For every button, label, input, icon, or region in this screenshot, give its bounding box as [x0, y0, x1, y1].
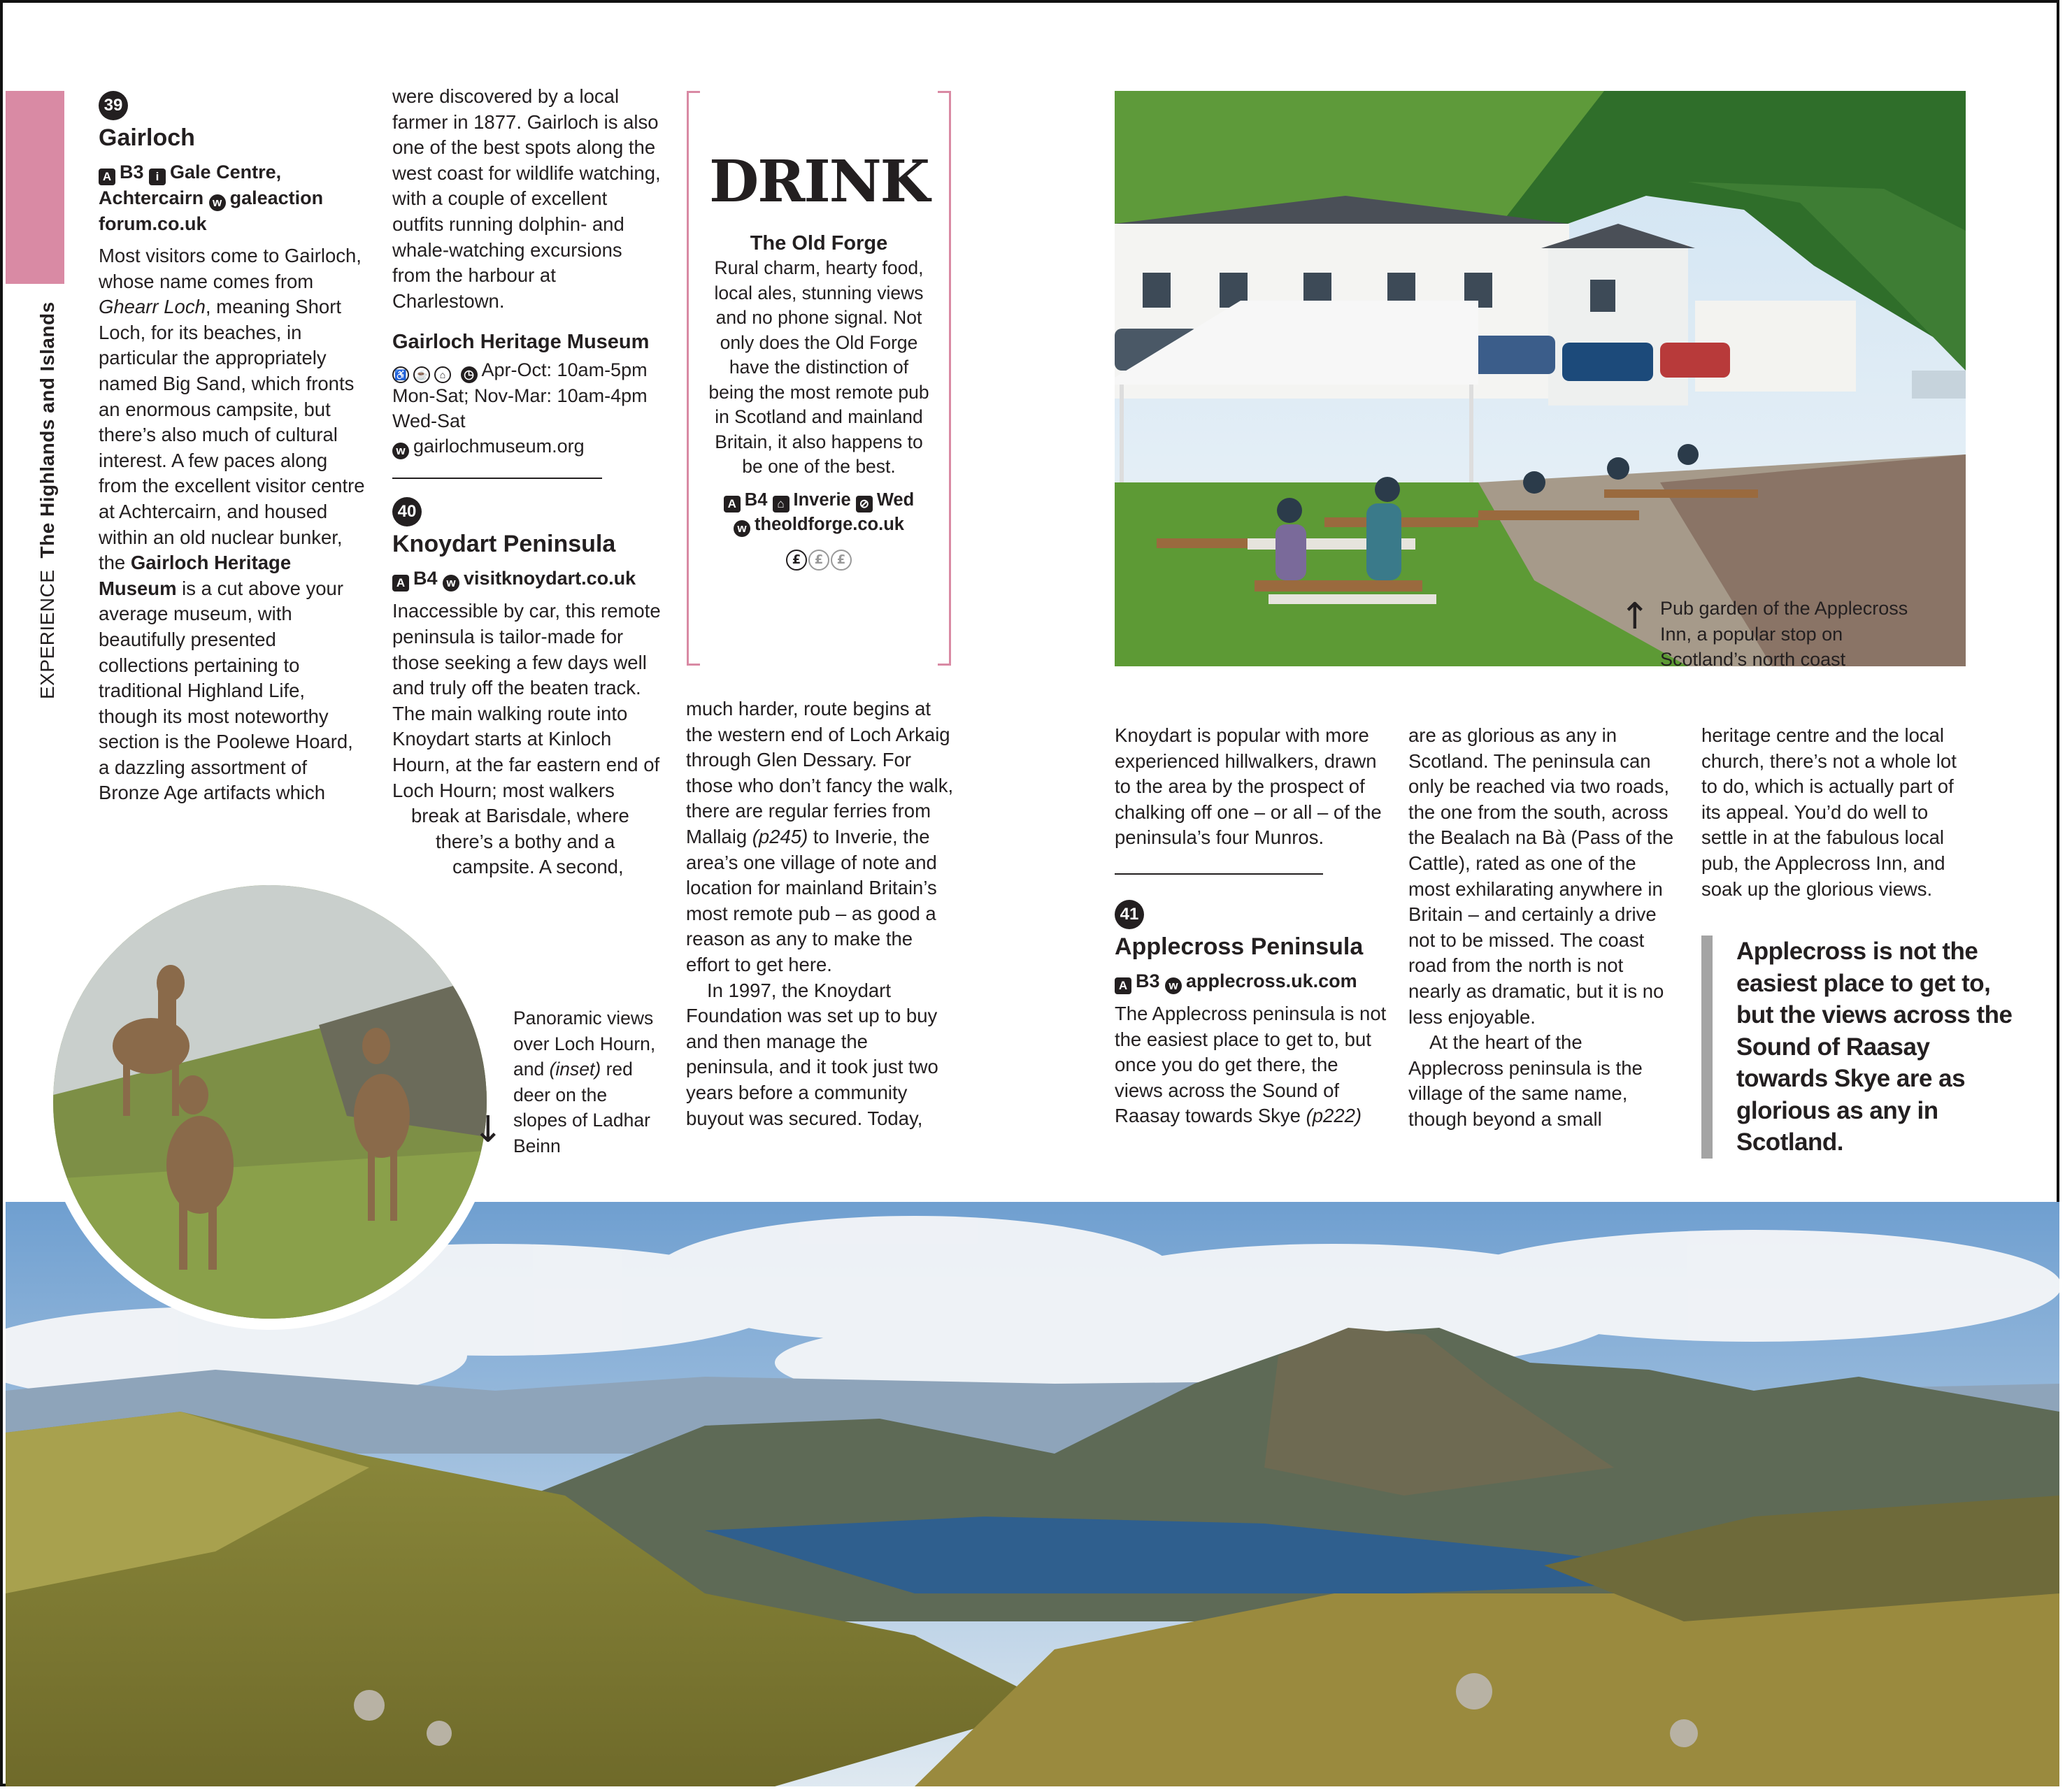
web-icon: w: [1165, 977, 1182, 994]
drink-text: Rural charm, hearty food, local ales, stunning views and no phone signal. Not only does the Old Forge have the distinction of being the most remote pub in Scotland and mainland Britain, it also happens to be one of the best.: [708, 257, 929, 477]
entry-number: 39: [99, 91, 128, 120]
closed-day: Wed: [876, 489, 915, 510]
map-pin-icon: A: [724, 496, 741, 512]
bracket-right: [938, 91, 951, 666]
cafe-icon: ☕: [413, 366, 430, 383]
website-link[interactable]: applecross.uk.com: [1186, 970, 1357, 991]
website-link[interactable]: gairlochmuseum.org: [413, 436, 585, 457]
map-ref: B4: [413, 568, 438, 589]
deer-caption: Panoramic views over Loch Hourn, and (inset) red deer on the slopes of Ladhar Beinn: [513, 1008, 656, 1156]
body-text: Knoydart is popular with more experienced hillwalkers, drawn to the area by the prospect of chalking off one – or all – of the peninsula’s four Munros.: [1115, 724, 1382, 849]
bracket-left: [687, 91, 700, 666]
museum-title: Gairloch Heritage Museum: [392, 331, 650, 354]
body-text: In 1997, the Knoydart Foundation was set up to buy and then manage the peninsula, and it took just two years before a community buyout was secured. Today,: [686, 979, 938, 1129]
map-pin-icon: A: [1115, 977, 1131, 994]
web-icon: w: [392, 443, 409, 459]
entry-title: Gairloch: [99, 124, 195, 151]
web-icon: w: [443, 575, 459, 592]
map-pin-icon: A: [99, 169, 115, 185]
divider: [392, 478, 602, 479]
accessibility-icon: ♿: [392, 366, 409, 383]
section-label: EXPERIENCE: [36, 569, 58, 699]
body-text: Inaccessible by car, this remote peninsula is tailor-made for those seeking a few days well and truly off the beaten track. The main walking route into Knoydart starts at Kinloch Hourn, at the far eastern end of Loch Hourn; most walkers: [392, 600, 661, 801]
region-label: The Highlands and Islands: [36, 301, 58, 559]
price-symbol: £: [786, 550, 807, 571]
running-head: [36, 301, 59, 699]
price-symbol: £: [808, 550, 829, 571]
clock-icon: ◷: [461, 366, 478, 383]
price-rating: [706, 548, 931, 571]
location: Inverie: [793, 489, 851, 510]
body-text: heritage centre and the local church, there’s not a whole lot to do, which is actually part of its appeal. You’d do well to settle in at the fabulous local pub, the Applecross Inn, and soak up the glorious views.: [1701, 724, 1957, 900]
column-6: [1701, 723, 1974, 902]
map-ref: B3: [120, 162, 144, 182]
red-deer-inset-photo: [42, 874, 498, 1330]
indented-line: break at Barisdale, where: [411, 805, 629, 827]
drink-box: [687, 91, 951, 666]
chapter-tab: [6, 91, 64, 284]
entry-number: 41: [1115, 900, 1144, 929]
pub-caption: Pub garden of the Applecross Inn, a popular stop on Scotland’s north coast: [1660, 598, 1908, 670]
map-ref: B3: [1136, 970, 1160, 991]
info-icon: i: [149, 169, 166, 185]
drink-heading: DRINK: [709, 148, 929, 215]
drink-name: The Old Forge: [750, 232, 888, 255]
web-icon: w: [734, 520, 750, 537]
shop-icon: ⌂: [434, 366, 451, 383]
indented-line: campsite. A second,: [452, 856, 624, 878]
drink-info: [706, 488, 931, 537]
entry-title: Applecross Peninsula: [1115, 933, 1364, 960]
pub-garden-illustration: [1115, 91, 1966, 666]
museum-hours: Apr-Oct: 10am-5pm Mon-Sat; Nov-Mar: 10am-4pm Wed-Sat: [392, 359, 648, 432]
tourist-office: Gale Centre, Achtercairn: [99, 162, 282, 208]
map-ref: B4: [744, 489, 768, 510]
body-text: are as glorious as any in Scotland. The peninsula can only be reached via two roads, the one from the south, across the Bealach na Bà (Pass of the Cattle), rated as one of the most exhilarating anywhere in Britain – and certainly a drive not to be missed. The coast road from the north is not nearly as dramatic, but it is no less enjoyable.: [1408, 724, 1674, 1028]
closed-icon: ⊘: [856, 496, 873, 512]
deer-illustration: [53, 885, 487, 1319]
body-text: Most visitors come to Gairloch, whose name comes from Ghearr Loch, meaning Short Loch, for its beaches, in particular the appropriately named Big Sand, which fronts an enormous campsite, but there’s also much of cultural interest. A few paces along from the excellent visitor centre at Achtercairn, and housed within an old nuclear bunker, the Gairloch Heritage Museum is a cut above your average museum, with beautifully presented collections pertaining to traditional Highland Life, though its most noteworthy section is the Poolewe Hoard, a dazzling assortment of Bronze Age artifacts which: [99, 245, 365, 804]
price-symbol: £: [831, 550, 852, 571]
arrow-down-icon: ↓: [473, 1109, 503, 1151]
body-text: The Applecross peninsula is not the easiest place to get to, but once you do get there, the views across the Sound of Raasay towards Skye (p222): [1115, 1002, 1387, 1127]
house-icon: ⌂: [773, 496, 789, 512]
divider: [1115, 873, 1323, 875]
web-icon: w: [209, 194, 226, 211]
entry-info: [392, 566, 662, 592]
body-text: were discovered by a local farmer in 1877. Gairloch is also one of the best spots along the west coast for wildlife watching, with a couple of excellent outfits running dolphin- and whale-watching excursions from the harbour at Charlestown.: [392, 85, 661, 312]
column-2: [392, 84, 662, 880]
website-link[interactable]: theoldforge.co.uk: [755, 514, 904, 534]
body-text: At the heart of the Applecross peninsula is the village of the same name, though beyond a small: [1408, 1031, 1643, 1130]
column-3: [686, 696, 955, 1131]
indented-line: there’s a bothy and a: [436, 830, 615, 852]
pub-garden-photo: [1115, 91, 1966, 666]
entry-info: [1115, 968, 1389, 994]
entry-info: [99, 159, 368, 236]
column-5: [1408, 723, 1678, 1133]
column-4: [1115, 723, 1389, 1129]
pull-quote: Applecross is not the easiest place to get to, but the views across the Sound of Raasay towards Skye are as glorious as any in Scotland.: [1701, 936, 2016, 1159]
map-pin-icon: A: [392, 575, 409, 592]
entry-title: Knoydart Peninsula: [392, 531, 616, 558]
website-link[interactable]: galeaction forum.co.uk: [99, 187, 324, 234]
website-link[interactable]: visitknoydart.co.uk: [464, 568, 636, 589]
body-text: much harder, route begins at the western end of Loch Arkaig through Glen Dessary. For those who don’t fancy the walk, there are regular ferries from Mallaig (p245) to Inverie, the area’s one village of note and location for mainland Britain’s most remote pub – as good a reason as any to make the effort to get here.: [686, 698, 954, 975]
museum-info: [392, 357, 662, 459]
entry-number: 40: [392, 497, 422, 526]
arrow-up-icon: ↑: [1620, 596, 1650, 638]
gairloch-entry: [99, 91, 368, 806]
